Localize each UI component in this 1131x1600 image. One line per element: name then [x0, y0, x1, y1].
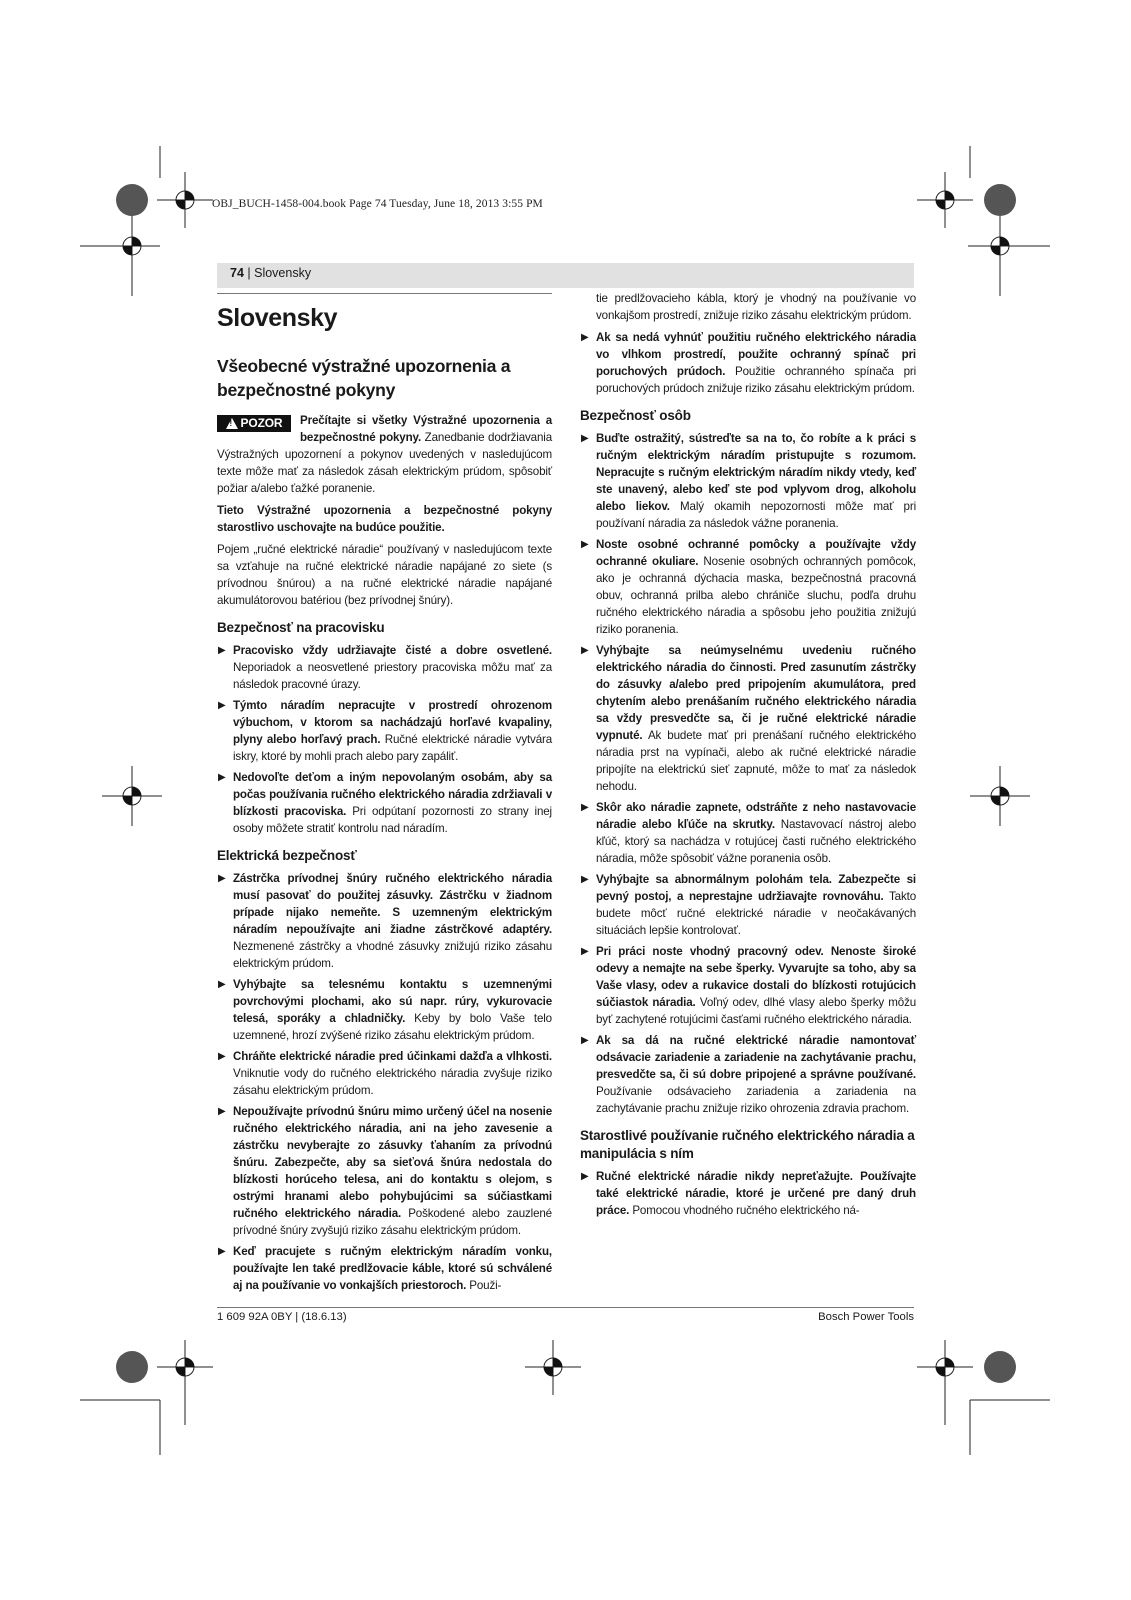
print-slug: OBJ_BUCH-1458-004.book Page 74 Tuesday, June 18, 2013 3:55 PM	[212, 198, 543, 210]
item-text: Nezmenené zástrčky a vhodné zásuvky znižujú riziko zásahu elektrickým prúdom.	[233, 940, 552, 970]
term-definition: Pojem „ručné elektrické náradie“ používaný v nasledujúcom texte sa vzťahuje na ručné elektrické náradie napájané zo siete (s prívodnou šnúrou) a na ručné elektrické náradie napájané akumulátorovou batériou (bez prívodnej šnúry).	[217, 543, 552, 607]
page-title: Slovensky	[217, 304, 338, 332]
warning-text: Zanedbanie dodržiavania Výstražných upozornení a pokynov uvedených v nasledujúcom texte môže mať za následok zásah elektrickým prúdom, spôsobiť požiar a/alebo ťažké poranenie.	[217, 431, 552, 495]
footer-doc-number: 1 609 92A 0BY | (18.6.13)	[217, 1311, 347, 1323]
bullet-arrow-icon: ▶	[581, 1035, 589, 1046]
bullet-arrow-icon: ▶	[218, 1106, 226, 1117]
bullet-arrow-icon: ▶	[218, 645, 226, 656]
list-item	[217, 1048, 552, 1099]
bullet-arrow-icon: ▶	[218, 1051, 226, 1062]
title-rule	[217, 293, 552, 294]
list-item	[217, 976, 552, 1044]
item-bold: Vyhýbajte sa telesnému kontaktu s uzemnenými povrchovými plochami, ako sú napr. rúry, vykurovacie telesá, sporáky a chladničky.	[233, 978, 552, 1025]
list-item	[580, 1168, 916, 1219]
item-text: Ručné elektrické náradie vytvára iskry, ktoré by mohli prach alebo pary zapáliť.	[233, 733, 552, 763]
list-item	[580, 871, 916, 939]
item-bold: Ak sa dá na ručné elektrické náradie namontovať odsávacie zariadenie a zariadenie na zachytávanie prachu, presvedčte sa, či sú dobre pripojené a správne používané.	[596, 1034, 916, 1081]
item-bold: Ak sa nedá vyhnúť použitiu ručného elektrického náradia vo vlhkom prostredí, použite ochranný spínač pri poruchových prúdoch.	[596, 331, 916, 378]
item-bold: Ručné elektrické náradie nikdy nepreťažujte. Používajte také elektrické náradie, ktoré je určené pre daný druh práce.	[596, 1170, 916, 1217]
list-item	[217, 642, 552, 693]
list-item	[580, 943, 916, 1028]
warning-badge-label: POZOR	[240, 416, 283, 430]
bullet-arrow-icon: ▶	[581, 433, 589, 444]
list-item	[580, 536, 916, 638]
footer-brand: Bosch Power Tools	[818, 1311, 914, 1323]
warning-triangle-icon	[226, 418, 238, 429]
continued-text: tie predlžovacieho kábla, ktorý je vhodný na používanie vo vonkajšom prostredí, znižuje riziko zásahu elektrickým prúdom.	[596, 292, 916, 322]
bullet-arrow-icon: ▶	[581, 802, 589, 813]
list-item	[217, 769, 552, 837]
item-bold: Zástrčka prívodnej šnúry ručného elektrického náradia musí pasovať do použitej zásuvky. Zástrčku v žiadnom prípade nijako nemeňte. S uzemneným elektrickým náradím nepoužívajte ani žiadne zástrčkové adaptéry.	[233, 872, 552, 936]
item-bold: Noste osobné ochranné pomôcky a používajte vždy ochranné okuliare.	[596, 538, 916, 568]
item-text: Pri odpútaní pozornosti zo strany inej osoby môžete stratiť kontrolu nad náradím.	[233, 805, 552, 835]
item-text: Voľný odev, dlhé vlasy alebo šperky môžu byť zachytené rotujúcimi časťami ručného elektrického náradia.	[596, 996, 917, 1026]
item-bold: Chráňte elektrické náradie pred účinkami dažďa a vlhkosti.	[233, 1050, 552, 1063]
keep-instructions: Tieto Výstražné upozornenia a bezpečnostné pokyny starostlivo uschovajte na budúce použitie.	[217, 504, 552, 534]
item-bold: Týmto náradím nepracujte v prostredí ohrozenom výbuchom, v ktorom sa nachádzajú horľavé kvapaliny, plyny alebo horľavý prach.	[233, 699, 552, 746]
item-bold: Nepoužívajte prívodnú šnúru mimo určený účel na nosenie ručného elektrického náradia, ani na jeho zavesenie a zástrčku nevyberajte zo zásuvky ťahaním za prívodnú šnúru. Zabezpečte, aby sa sieťová šnúra nedostala do blízkosti horúceho telesa, ani do kontaktu s olejom, s ostrými hranami alebo pohybujúcimi sa súčiastkami ručného elektrického náradia.	[233, 1105, 552, 1220]
header-separator: |	[243, 266, 255, 280]
tool-handling-heading: Starostlivé používanie ručného elektrického náradia a manipulácia s ním	[580, 1128, 915, 1161]
bullet-arrow-icon: ▶	[581, 332, 589, 343]
item-text: Keby by bolo Vaše telo uzemnené, hrozí zvýšené riziko zásahu elektrickým prúdom.	[233, 1012, 552, 1042]
header-language: Slovensky	[254, 266, 312, 280]
list-item	[580, 1032, 916, 1117]
item-text: Nosenie osobných ochranných pomôcok, ako je ochranná dýchacia maska, bezpečnostná pracovná obuv, ochranná prilba alebo chrániče sluchu, podľa druhu ručného elektrického náradia a spôsobu jeho použitia znižujú riziko poranenia.	[596, 555, 916, 636]
electrical-safety-heading: Elektrická bezpečnosť	[217, 848, 357, 863]
page-number: 74	[230, 266, 244, 280]
item-text: Malý okamih nepozornosti môže mať pri používaní náradia za následok vážne poranenia.	[596, 500, 916, 530]
item-bold: Vyhýbajte sa neúmyselnému uvedeniu ručného elektrického náradia do činnosti. Pred zasunutím zástrčky do zásuvky a/alebo pred pripojením akumulátora, pred chytením alebo prenášaním ručného elektrického náradia sa vždy presvedčte sa, či je ručné elektrické náradie vypnuté.	[596, 644, 916, 742]
list-item	[217, 697, 552, 765]
bullet-arrow-icon: ▶	[581, 1171, 589, 1182]
list-item	[580, 329, 916, 397]
item-bold: Skôr ako náradie zapnete, odstráňte z neho nastavovacie náradie alebo kľúče na skrutky.	[596, 801, 916, 831]
bullet-arrow-icon: ▶	[581, 874, 589, 885]
item-text: Poškodené alebo zauzlené prívodné šnúry zvyšujú riziko zásahu elektrickým prúdom.	[233, 1207, 552, 1237]
bullet-arrow-icon: ▶	[581, 539, 589, 550]
personal-safety-heading: Bezpečnosť osôb	[580, 408, 691, 423]
item-text: Používanie odsávacieho zariadenia a zariadenia na zachytávanie prachu znižuje riziko ohrozenia zdravia prachom.	[596, 1085, 916, 1115]
running-header	[217, 263, 914, 288]
bullet-arrow-icon: ▶	[218, 1246, 226, 1257]
item-bold: Nedovoľte deťom a iným nepovolaným osobám, aby sa počas používania ručného elektrického náradia zdržiavali v blízkosti pracoviska.	[233, 771, 552, 818]
item-text: Nastavovací nástroj alebo kľúč, ktorý sa nachádza v rotujúcej časti ručného elektrického náradia, môže spôsobiť vážne poranenia osôb.	[596, 818, 916, 865]
item-text: Neporiadok a neosvetlené priestory pracoviska môžu mať za následok pracovné úrazy.	[233, 661, 552, 691]
bullet-arrow-icon: ▶	[218, 873, 226, 884]
item-bold: Keď pracujete s ručným elektrickým náradím vonku, používajte len také predlžovacie káble, ktoré sú schválené aj na používanie vo vonkajších priestoroch.	[233, 1245, 552, 1292]
item-text: Pomocou vhodného ručného elektrického ná-	[629, 1204, 860, 1217]
item-bold: Pracovisko vždy udržiavajte čisté a dobre osvetlené.	[233, 644, 552, 657]
item-text: Použi-	[466, 1279, 502, 1292]
list-item	[217, 1243, 552, 1294]
list-item	[580, 799, 916, 867]
left-column	[217, 297, 552, 1298]
bullet-arrow-icon: ▶	[218, 700, 226, 711]
item-text: Použitie ochranného spínača pri poruchových prúdoch znižuje riziko zásahu elektrickým prúdom.	[596, 365, 917, 395]
footer-rule	[217, 1307, 914, 1308]
item-text: Ak budete mať pri prenášaní ručného elektrického náradia prst na vypínači, alebo ak ručné elektrické náradie pripojíte na elektrickú sieť zapnuté, môže to mať za následok nehodu.	[596, 729, 916, 793]
section-title: Všeobecné výstražné upozornenia a bezpečnostné pokyny	[217, 356, 511, 400]
header-text	[230, 266, 311, 280]
item-bold: Vyhýbajte sa abnormálnym polohám tela. Zabezpečte si pevný postoj, a neprestajne udržiavajte rovnováhu.	[596, 873, 916, 903]
list-item	[580, 642, 916, 795]
item-text: Takto budete môcť ručné elektrické náradie v neočakávaných situáciách lepšie kontrolovať.	[596, 890, 916, 937]
warning-badge	[217, 415, 291, 432]
bullet-arrow-icon: ▶	[218, 979, 226, 990]
warning-bold: Prečítajte si všetky Výstražné upozornenia a bezpečnostné pokyny.	[300, 414, 552, 444]
item-bold: Pri práci noste vhodný pracovný odev. Nenoste široké odevy a nemajte na sebe šperky. Vyvarujte sa toho, aby sa Vaše vlasy, odev a rukavice dostali do blízkosti rotujúcich súčiastok náradia.	[596, 945, 916, 1009]
item-text: Vniknutie vody do ručného elektrického náradia zvyšuje riziko zásahu elektrickým prúdom.	[233, 1067, 552, 1097]
list-item	[580, 430, 916, 532]
work-safety-heading: Bezpečnosť na pracovisku	[217, 620, 385, 635]
bullet-arrow-icon: ▶	[581, 946, 589, 957]
right-column	[580, 290, 916, 1223]
warning-paragraph	[217, 412, 552, 497]
bullet-arrow-icon: ▶	[581, 645, 589, 656]
item-bold: Buďte ostražitý, sústreďte sa na to, čo robíte a k práci s ručným elektrickým náradím pristupujte s rozumom. Nepracujte s ručným elektrickým náradím nikdy vtedy, keď ste unavený, alebo keď ste pod vplyvom drog, alkoholu alebo liekov.	[596, 432, 916, 513]
bullet-arrow-icon: ▶	[218, 772, 226, 783]
list-item	[217, 1103, 552, 1239]
list-item	[217, 870, 552, 972]
